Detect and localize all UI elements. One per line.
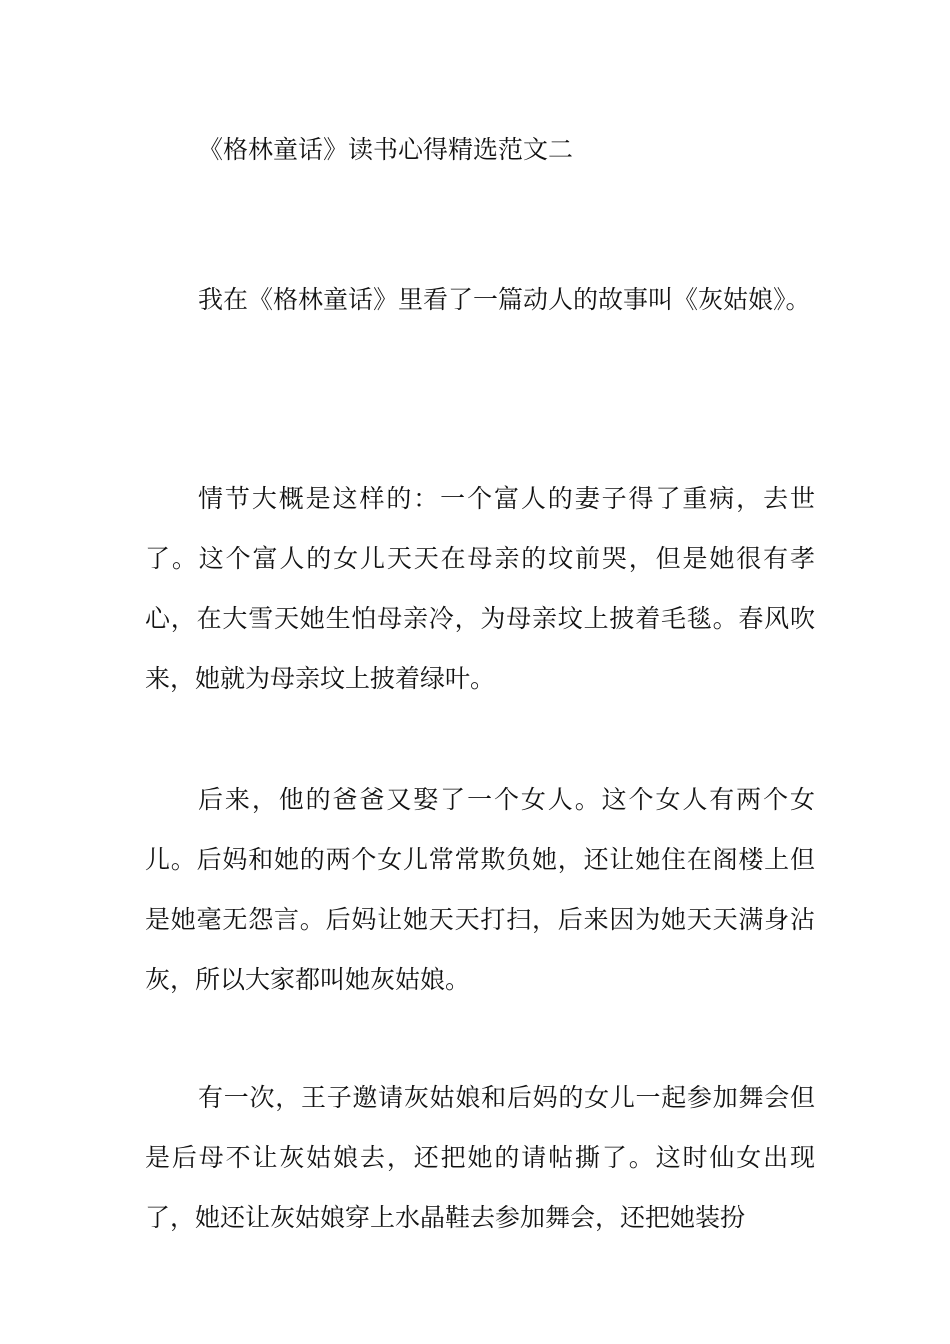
- document-title: 《格林童话》读书心得精选范文二: [198, 135, 574, 164]
- paragraph-1: 我在《格林童话》里看了一篇动人的故事叫《灰姑娘》。: [198, 285, 811, 314]
- paragraph-3: 后来，他的爸爸又娶了一个女人。这个女人有两个女儿。后妈和她的两个女儿常常欺负她，还让她住在阁楼上但是她毫无怨言。后妈让她天天打扫，后来因为她天天满身沾灰，所以大家都叫她灰姑娘。: [145, 785, 815, 994]
- paragraph-4: 有一次，王子邀请灰姑娘和后妈的女儿一起参加舞会但是后母不让灰姑娘去，还把她的请帖撕了。这时仙女出现了，她还让灰姑娘穿上水晶鞋去参加舞会，还把她装扮: [145, 1083, 815, 1232]
- paragraph-2: 情节大概是这样的：一个富人的妻子得了重病，去世了。这个富人的女儿天天在母亲的坟前哭，但是她很有孝心，在大雪天她生怕母亲冷，为母亲坟上披着毛毯。春风吹来，她就为母亲坟上披着绿叶。: [145, 484, 815, 693]
